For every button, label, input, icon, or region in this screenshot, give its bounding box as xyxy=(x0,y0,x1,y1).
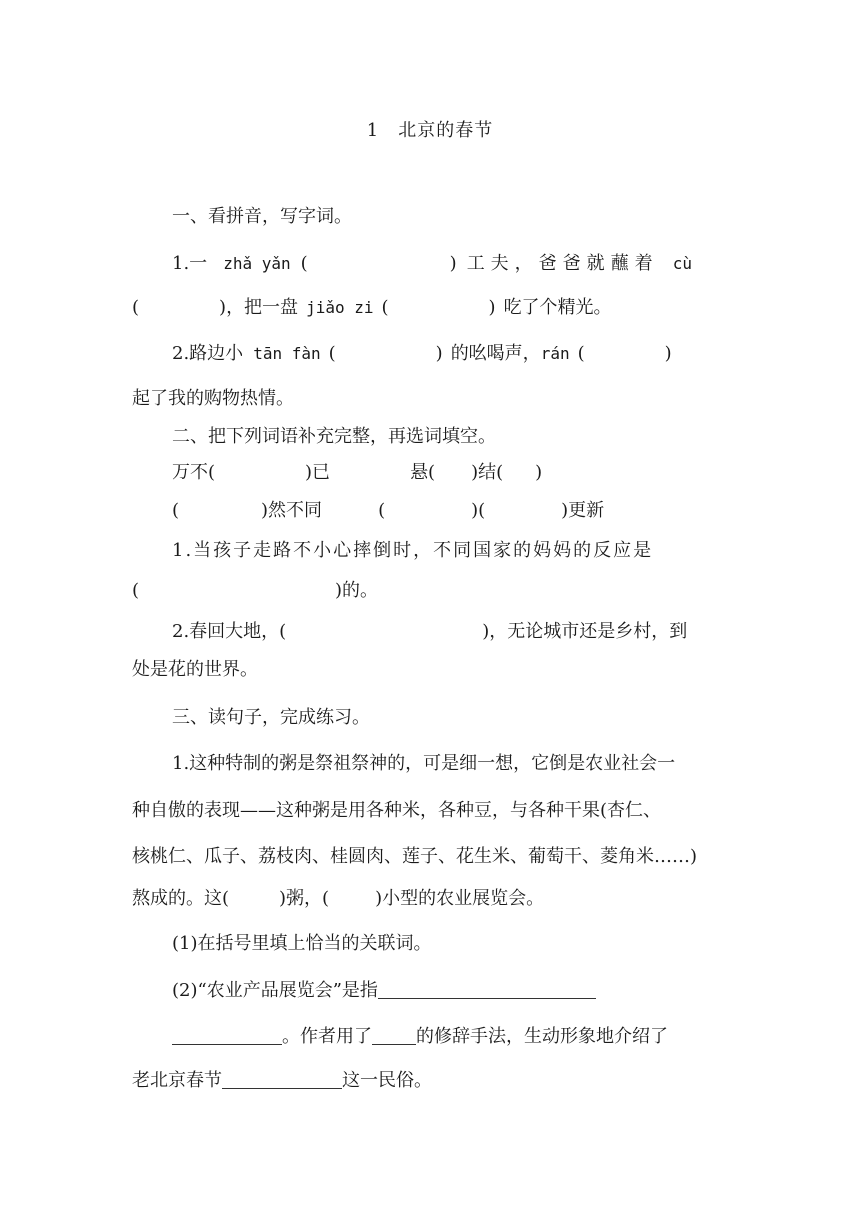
s2-q1-line2 xyxy=(132,580,732,602)
sub2c-a: 老北京春节 xyxy=(132,1070,222,1091)
s2-q2-line1 xyxy=(172,621,772,643)
pinyin-zha-yan: zhǎ yǎn xyxy=(223,254,291,273)
blank-paren-open: ( xyxy=(132,580,140,601)
sub-question-1: (1)在括号里填上恰当的关联词。 xyxy=(172,933,432,954)
answer-blank-4: ( xyxy=(328,343,336,364)
q1-number: 1.一 xyxy=(172,253,208,274)
s2-q1-line1: 1.当孩子走路不小心摔倒时，不同国家的妈妈的反应是 xyxy=(172,540,654,561)
paren-close: ) xyxy=(664,343,672,364)
pinyin-ran: rán xyxy=(540,344,570,363)
pinyin-tan-fan: tān fàn xyxy=(253,344,321,363)
idiom-row-1 xyxy=(172,462,772,484)
idiom-3b: )然不同 xyxy=(261,500,323,521)
passage-line-3: 核桃仁、瓜子、荔枝肉、桂圆肉、莲子、花生米、葡萄干、菱角米……) xyxy=(132,846,698,867)
sub-question-2 xyxy=(172,980,772,1002)
page-title: 1 北京的春节 xyxy=(366,120,494,141)
sub2b-a: 。作者用了 xyxy=(282,1026,372,1047)
passage-4a: 熬成的。这( xyxy=(132,888,230,909)
paren-close: ) xyxy=(488,297,496,318)
pinyin-cu: cù xyxy=(672,254,692,273)
idiom-2a: 悬( xyxy=(410,462,436,483)
s1-q1-line2 xyxy=(132,297,732,319)
answer-blank-3: ( xyxy=(381,297,389,318)
q2-text: 的吆喝声， xyxy=(450,343,541,364)
q1-text-b1: ，把一盘 xyxy=(226,297,299,318)
q1-text-b2: 吃了个精光。 xyxy=(503,297,612,318)
idiom-row-2 xyxy=(172,500,772,522)
section-3-heading: 三、读句子，完成练习。 xyxy=(172,707,370,728)
idiom-2c: ) xyxy=(535,462,543,483)
s1-q2-line1 xyxy=(172,343,772,365)
section-2-heading: 二、把下列词语补充完整，再选词填空。 xyxy=(172,426,496,447)
s1-q1-line1 xyxy=(172,253,732,275)
sub-question-2-line2 xyxy=(172,1026,772,1048)
idiom-2b: )结( xyxy=(471,462,504,483)
idiom-3a: ( xyxy=(172,500,180,521)
paren-close: ) xyxy=(449,253,457,274)
s2-q1-tail: )的。 xyxy=(335,580,379,601)
pinyin-jiao-zi: jiǎo zi xyxy=(306,298,374,317)
idiom-4a: ( xyxy=(378,500,386,521)
paren-close: ) xyxy=(435,343,443,364)
s1-q2-line2: 起了我的购物热情。 xyxy=(132,388,294,409)
answer-blank-5: ( xyxy=(577,343,585,364)
sub-question-2-line3 xyxy=(132,1070,732,1092)
passage-4b: )粥，( xyxy=(279,888,330,909)
answer-blank-2: ( xyxy=(132,297,140,318)
passage-line-4 xyxy=(132,888,732,910)
idiom-1a: 万不( xyxy=(172,462,216,483)
idiom-1b: )已 xyxy=(305,462,331,483)
answer-underline-4 xyxy=(222,1070,342,1089)
s2-q2-tail: )，无论城市还是乡村，到 xyxy=(482,621,688,642)
paren-close: ) xyxy=(219,297,227,318)
answer-underline-3 xyxy=(372,1026,416,1045)
sub2-text: (2)“农业产品展览会”是指 xyxy=(172,980,378,1001)
sub2b-b: 的修辞手法，生动形象地介绍了 xyxy=(416,1026,668,1047)
passage-4c: )小型的农业展览会。 xyxy=(375,888,545,909)
s2-q2-head: 2.春回大地，( xyxy=(172,621,287,642)
passage-line-2: 种自傲的表现——这种粥是用各种米，各种豆，与各种干果(杏仁、 xyxy=(132,800,662,821)
section-1-heading: 一、看拼音，写字词。 xyxy=(172,206,352,227)
sub2c-b: 这一民俗。 xyxy=(342,1070,432,1091)
answer-blank-1: ( xyxy=(300,253,308,274)
answer-underline-1 xyxy=(378,980,596,999)
passage-line-1: 1.这种特制的粥是祭祖祭神的，可是细一想，它倒是农业社会一 xyxy=(172,753,676,774)
idiom-4c: )更新 xyxy=(561,500,605,521)
idiom-4b: )( xyxy=(471,500,486,521)
q2-number: 2.路边小 xyxy=(172,343,244,364)
s2-q2-line2: 处是花的世界。 xyxy=(132,659,258,680)
q1-text: 工夫，爸爸就蘸着 xyxy=(466,253,659,274)
answer-underline-2 xyxy=(172,1026,282,1045)
